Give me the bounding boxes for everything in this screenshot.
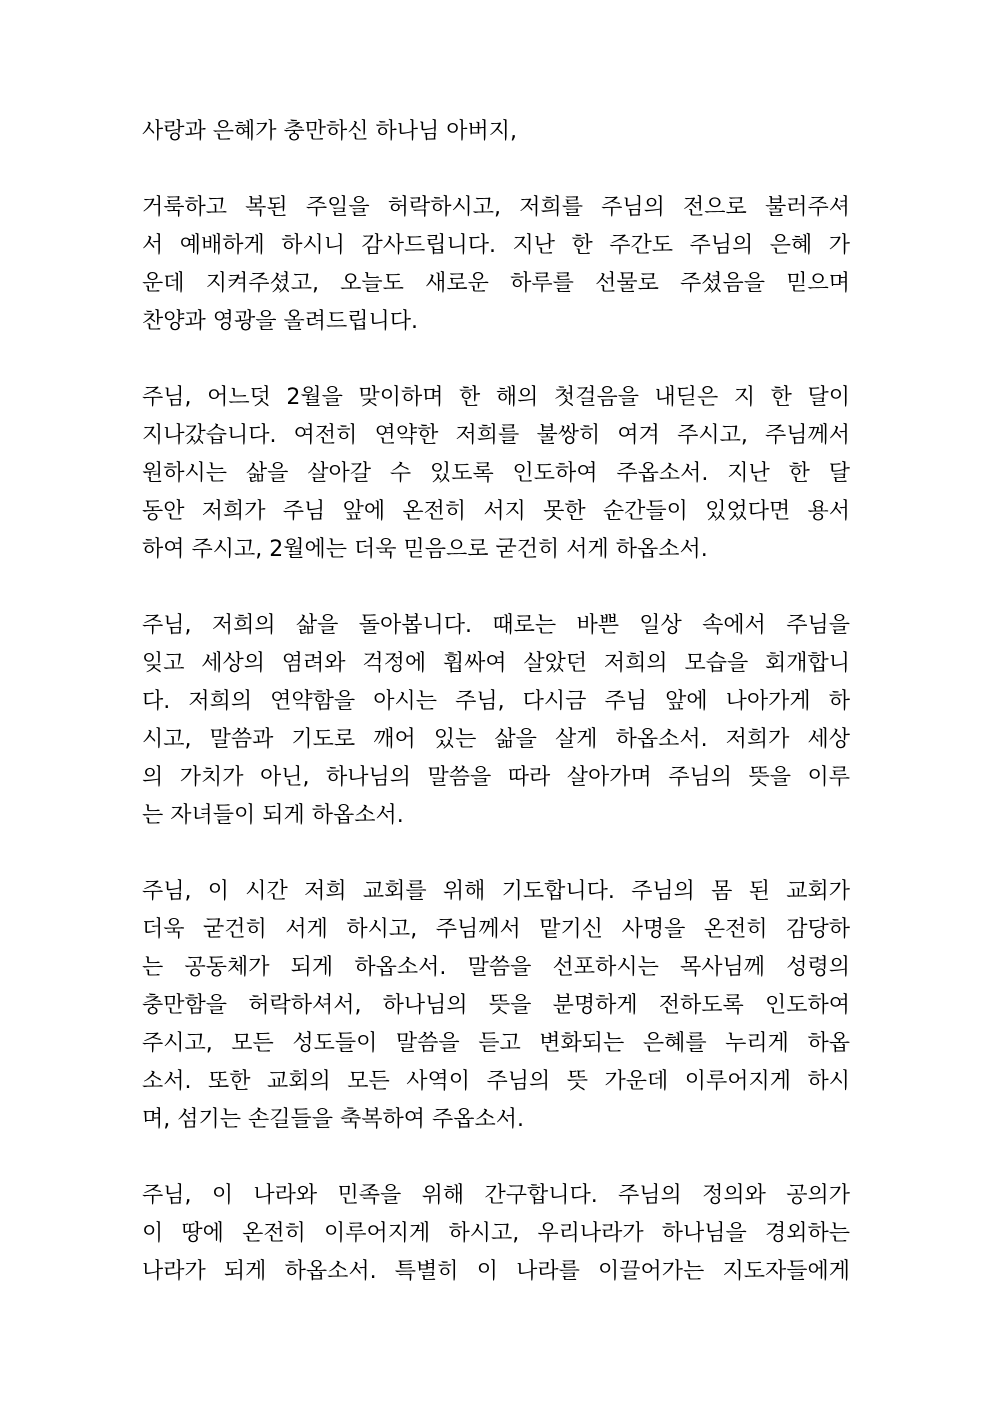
text-line: 주님, 이 시간 저희 교회를 위해 기도합니다. 주님의 몸 된 교회가 bbox=[142, 879, 850, 904]
paragraph-gap bbox=[142, 151, 850, 189]
text-line: 나라가 되게 하옵소서. 특별히 이 나라를 이끌어가는 지도자들에게 bbox=[142, 1259, 850, 1284]
text-line: 잊고 세상의 염려와 걱정에 휩싸여 살았던 저희의 모습을 회개합니 bbox=[142, 651, 850, 676]
text-line: 소서. 또한 교회의 모든 사역이 주님의 뜻 가운데 이루어지게 하시 bbox=[142, 1069, 850, 1094]
text-line: 서 예배하게 하시니 감사드립니다. 지난 한 주간도 주님의 은혜 가 bbox=[142, 233, 850, 258]
text-line: 주시고, 모든 성도들이 말씀을 듣고 변화되는 은혜를 누리게 하옵 bbox=[142, 1031, 850, 1056]
text-line: 찬양과 영광을 올려드립니다. bbox=[142, 309, 419, 334]
text-line: 주님, 이 나라와 민족을 위해 간구합니다. 주님의 정의와 공의가 bbox=[142, 1183, 850, 1208]
paragraph-gap bbox=[142, 835, 850, 873]
text-line: 는 공동체가 되게 하옵소서. 말씀을 선포하시는 목사님께 성령의 bbox=[142, 955, 850, 980]
prayer-text bbox=[142, 113, 850, 1291]
text-line: 거룩하고 복된 주일을 허락하시고, 저희를 주님의 전으로 불러주셔 bbox=[142, 195, 850, 220]
paragraph-gap bbox=[142, 1139, 850, 1177]
paragraph-church bbox=[142, 873, 850, 1139]
text-line: 이 땅에 온전히 이루어지게 하시고, 우리나라가 하나님을 경외하는 bbox=[142, 1221, 850, 1246]
paragraph-gap bbox=[142, 341, 850, 379]
text-line: 동안 저희가 주님 앞에 온전히 서지 못한 순간들이 있었다면 용서 bbox=[142, 499, 850, 524]
text-line: 운데 지켜주셨고, 오늘도 새로운 하루를 선물로 주셨음을 믿으며 bbox=[142, 271, 850, 296]
text-line: 원하시는 삶을 살아갈 수 있도록 인도하여 주옵소서. 지난 한 달 bbox=[142, 461, 850, 486]
text-line: 주님, 어느덧 2월을 맞이하며 한 해의 첫걸음을 내딛은 지 한 달이 bbox=[142, 385, 850, 410]
text-line: 충만함을 허락하셔서, 하나님의 뜻을 분명하게 전하도록 인도하여 bbox=[142, 993, 850, 1018]
text-line: 며, 섬기는 손길들을 축복하여 주옵소서. bbox=[142, 1107, 524, 1132]
text-line: 주님, 저희의 삶을 돌아봅니다. 때로는 바쁜 일상 속에서 주님을 bbox=[142, 613, 850, 638]
text-line: 의 가치가 아닌, 하나님의 말씀을 따라 살아가며 주님의 뜻을 이루 bbox=[142, 765, 850, 790]
paragraph-repentance bbox=[142, 607, 850, 835]
paragraph-gap bbox=[142, 569, 850, 607]
text-line: 다. 저희의 연약함을 아시는 주님, 다시금 주님 앞에 나아가게 하 bbox=[142, 689, 850, 714]
paragraph-thanksgiving bbox=[142, 189, 850, 341]
greeting-line: 사랑과 은혜가 충만하신 하나님 아버지, bbox=[142, 119, 517, 144]
text-line: 시고, 말씀과 기도로 깨어 있는 삶을 살게 하옵소서. 저희가 세상 bbox=[142, 727, 850, 752]
text-line: 더욱 굳건히 서게 하시고, 주님께서 맡기신 사명을 온전히 감당하 bbox=[142, 917, 850, 942]
paragraph-nation bbox=[142, 1177, 850, 1291]
text-line: 하여 주시고, 2월에는 더욱 믿음으로 굳건히 서게 하옵소서. bbox=[142, 537, 708, 562]
paragraph-february bbox=[142, 379, 850, 569]
text-line: 는 자녀들이 되게 하옵소서. bbox=[142, 803, 404, 828]
text-line: 지나갔습니다. 여전히 연약한 저희를 불쌍히 여겨 주시고, 주님께서 bbox=[142, 423, 850, 448]
